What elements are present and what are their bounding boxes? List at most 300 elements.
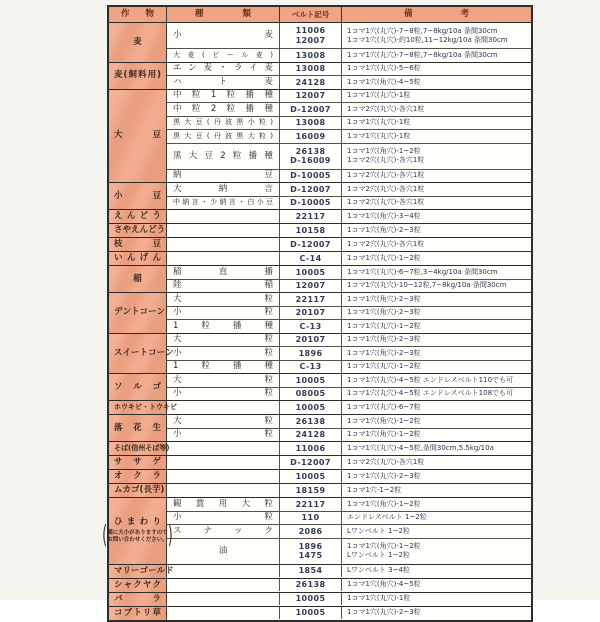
table-row [167,429,531,442]
remarks-cell [342,117,531,130]
type-cell [167,90,280,103]
remark-text: 1コマ1穴(角穴)-2~3粒 [347,308,421,317]
table-row [167,266,531,280]
belt-cell [280,442,342,455]
belt-reference-table [102,5,533,622]
note-lines [107,530,168,544]
belt-cell [280,320,342,333]
remarks-cell [342,498,531,511]
type-cell [167,144,280,169]
remarks-cell [342,593,531,606]
remarks-cell [342,456,531,469]
remark-text: 1コマ1穴(丸穴)-4~5粒,条間30cm,5.5kg/10a [347,443,494,452]
belt-cell [280,293,342,306]
crop-label: コ ブ ト リ 草 [114,607,161,618]
crop-label: バ ラ [114,593,161,604]
group-rows [167,238,531,251]
remarks-cell [342,224,531,237]
remark-text: Lワンベルト 3~4粒 [347,566,410,575]
crop-group [109,183,531,210]
type-cell [167,361,280,374]
table-row [167,252,531,265]
belt-cell [280,90,342,103]
note-line: お問い合わせください。 [107,536,168,543]
remark-text: 1コマ1穴(丸穴)-7~8粒,7~8kg/10a 条間30cm [347,50,498,59]
group-rows [167,266,531,292]
belt-code: 1475 [298,551,323,560]
remark-text: 1コマ1穴(角穴)-3~4粒 [347,211,421,220]
remark-text: 1コマ2穴(丸穴)-各穴1粒 [347,184,425,193]
table-row [167,539,531,564]
belt-cell [280,307,342,320]
belt-code: 110 [301,513,320,522]
crop-group [109,456,531,470]
belt-code: D-12007 [290,184,331,194]
remark-text: 1コマ1穴(丸穴)-1~2粒 [347,321,421,330]
crop-label: ひ ま わ り [114,517,161,528]
type-cell [167,429,280,442]
belt-code: 22117 [295,294,326,304]
crop-label: サ サ ゲ [114,457,161,467]
remark-text: 1コマ1穴(丸穴)-2~3粒 [347,608,421,617]
remark-text: 1コマ1穴(角穴)-4~5粒 [347,580,421,589]
type-label: 観 賞 用 大 粒 [173,498,273,509]
type-label: ハ ト 麦 [173,76,273,87]
crop-label: 麦 [133,36,142,47]
table-row [167,512,531,526]
crop-group [109,401,531,415]
crop-label: え ん ど う [114,211,161,221]
remarks-cell [342,210,531,223]
table-row [167,456,531,469]
belt-code: 26138 [295,146,326,156]
remark-text: 1コマ1穴(丸穴)-1~2粒 [347,362,421,371]
crop-label: そ ば ( 信 州 そ ば 等 ) [114,444,170,452]
belt-cell [280,266,342,279]
remarks-cell [342,320,531,333]
type-cell [167,252,280,265]
table-row [167,197,531,210]
type-cell [167,456,280,469]
type-label: ス ナ ッ ク [173,525,273,536]
crop-group [102,498,531,565]
type-label: 稲 直 播 [173,266,273,277]
group-rows [167,607,531,620]
crop-label: マ リ ー ゴ ー ル ド [114,565,174,576]
group-rows [167,470,531,483]
belt-cell [280,374,342,387]
belt-cell [280,498,342,511]
remark-text: 1コマ1穴(丸穴)-10~12粒,7~8kg/10a 条間30cm [347,281,507,290]
crop-group [109,442,531,456]
remark-text: 1コマ1穴(丸穴)-1粒 [347,131,411,140]
table-row [167,525,531,539]
remarks-cell [342,374,531,387]
crop-group [109,579,531,593]
belt-cell [280,197,342,210]
remark-text: 1コマ1穴(丸穴)-6~7粒 [347,402,421,411]
type-cell [167,49,280,62]
crop-group [109,484,531,498]
belt-code: C-13 [299,362,322,371]
group-rows [167,415,531,441]
remark-text: 1コマ2穴(丸穴)-各穴1粒 [347,104,425,113]
crop-group [109,252,531,266]
crop-cell [109,607,167,620]
remark-text: 1コマ1穴(丸穴)-4~5粒 エンドレスベルト108でも可 [347,389,514,398]
type-cell [167,388,280,401]
belt-code: 10005 [295,402,326,412]
type-label: 黒 大 豆 2 粒 播 種 [173,150,273,161]
type-cell [167,334,280,347]
group-rows [167,442,531,455]
table-row [167,498,531,512]
note-close-paren: ) [167,522,173,551]
type-label: 納 豆 [173,170,273,181]
type-cell [167,525,280,538]
belt-cell [280,210,342,223]
remarks-cell [342,484,531,497]
crop-cell [109,63,167,89]
belt-cell [280,63,342,76]
belt-cell [280,539,342,564]
type-cell [167,442,280,455]
belt-code: 12007 [295,35,326,45]
remark-text: Lワンベルト 1~2粒 [347,551,410,559]
crop-label: デ ン ト コ ー ン [114,307,166,318]
remark-text: 1コマ1穴(角穴)-2~3粒 [347,335,421,344]
belt-code: D-12007 [290,457,331,467]
type-cell [167,23,280,48]
crop-label: 小 豆 [114,190,161,201]
crop-cell [109,593,167,606]
remarks-cell [342,388,531,401]
remarks-cell [342,183,531,196]
type-cell [167,224,280,237]
remarks-cell [342,170,531,183]
crop-cell [109,374,167,400]
belt-cell [280,170,342,183]
type-cell [167,498,280,511]
remark-text: 1コマ1穴-1~2粒 [347,485,402,494]
table-row [167,415,531,429]
belt-cell [280,252,342,265]
belt-cell [280,593,342,606]
crop-cell [109,442,170,455]
crop-group [109,415,531,442]
type-cell [167,470,280,483]
type-cell [167,512,280,525]
type-label: 大 納 言 [173,183,273,194]
remarks-cell [342,415,531,428]
belt-code: 11006 [295,443,326,453]
remark-text: 1コマ1穴(丸穴)-1~2粒 [347,253,421,262]
remarks-cell [342,63,531,76]
type-label: エ ン 麦 ・ ラ イ 麦 [173,63,273,74]
remarks-cell [342,539,531,564]
type-cell [167,266,280,279]
remarks-cell [342,280,531,293]
type-cell [167,103,280,116]
type-label: 1 粒 播 種 [173,320,273,331]
header-belt [280,7,342,22]
table-row [167,593,531,606]
belt-code: 10005 [295,471,326,481]
belt-cell [280,484,342,497]
remarks-cell [342,607,531,620]
type-label: 大 粒 [173,374,273,385]
table-row [167,334,531,348]
table-row [167,307,531,321]
belt-cell [280,429,342,442]
type-label: 大 麦 ( ビ ー ル 麦 ) [173,50,273,59]
remark-text: 1コマ1穴(角穴)-1~2粒 [347,499,421,508]
table-row [167,224,531,237]
remark-text: 1コマ1穴(丸穴)-5~6粒 [347,64,421,73]
type-label: 黒 大 豆 ( 丹 波 黒 大 粒 ) [173,131,273,140]
group-rows [167,593,531,606]
type-label: 黒 大 豆 ( 丹 波 黒 小 粒 ) [173,118,273,127]
group-rows [167,374,531,400]
group-rows [167,63,531,89]
group-rows [167,183,531,209]
crop-cell [109,334,174,374]
type-label: 1 粒 播 種 [173,361,273,372]
type-cell [167,593,280,606]
crop-label: オ ク ラ [114,471,161,481]
type-cell [167,197,280,210]
group-rows [167,401,531,414]
crop-cell [109,238,167,251]
belt-cell [280,117,342,130]
remarks-cell [342,512,531,525]
crop-cell [109,565,174,578]
crop-cell [109,23,167,62]
crop-group [109,23,531,63]
belt-cell [280,565,342,578]
type-cell [167,539,280,564]
header-crop-label: 作 物 [121,9,154,19]
remarks-cell [342,334,531,347]
type-label: 陸 稲 [173,280,273,291]
group-rows [167,498,531,564]
group-rows [167,579,531,592]
type-cell [167,130,280,143]
belt-cell [280,347,342,360]
type-label: 大 粒 [173,334,273,345]
belt-code: 10158 [295,225,326,235]
belt-code: 24128 [295,430,326,439]
belt-cell [280,238,342,251]
crop-group [109,210,531,224]
table-row [167,144,531,170]
group-rows [167,456,531,469]
remarks-cell [342,293,531,306]
belt-code: 22117 [295,499,326,509]
table-row [167,170,531,183]
belt-cell [280,144,342,169]
table-row [167,23,531,49]
crop-cell [109,90,167,183]
remarks-cell [342,401,531,414]
type-cell [167,280,280,293]
crop-group [109,266,531,293]
type-label: 小 粒 [173,307,273,318]
group-rows [167,565,531,578]
type-cell [167,347,280,360]
belt-code: 1896 [298,348,323,358]
type-label: 小 粒 [173,429,273,440]
group-rows [167,484,531,497]
belt-code: D-16009 [290,156,331,165]
belt-cell [280,512,342,525]
crop-group [109,293,531,334]
crop-group [109,607,531,620]
remark-text: 1コマ2穴(丸穴)-各穴1粒 [347,457,425,466]
type-cell [167,579,280,592]
table-body [102,23,531,620]
belt-code: 08005 [295,389,326,398]
remarks-cell [342,525,531,538]
remark-text: 1コマ1穴(角穴)-1~2粒 [347,147,421,155]
remarks-cell [342,90,531,103]
belt-code: 24128 [295,77,326,87]
header-belt-label: ベルト記号 [291,10,330,19]
table-row [167,347,531,361]
group-rows [167,293,531,333]
type-cell [167,401,280,414]
crop-group [109,565,531,579]
table-row [167,76,531,89]
header-type-label: 種 類 [195,9,251,19]
crop-cell [109,252,167,265]
type-cell [167,415,280,428]
remark-text: 1コマ1穴(角穴)-4~5粒 [347,77,421,86]
header-remarks-label: 備 考 [404,9,469,19]
belt-cell [280,130,342,143]
belt-code: C-13 [299,321,322,331]
crop-cell [109,266,167,292]
table-row [167,293,531,307]
crop-group [109,334,531,375]
remarks-cell [342,144,531,169]
belt-code: 12007 [295,91,326,100]
remark-text: 1コマ1穴(丸穴)-4~5粒 エンドレスベルト110でも可 [347,375,514,384]
table-row [167,63,531,77]
belt-code: 12007 [295,281,326,290]
type-cell [167,183,280,196]
crop-label: ム カ ゴ ( 長 芋 ) [114,485,165,495]
crop-label: 枝 豆 [114,239,161,249]
belt-code: 13008 [295,64,326,73]
crop-label: 落 花 生 [114,422,161,433]
remark-text: エンドレスベルト 1~2粒 [347,513,427,522]
type-cell [167,565,280,578]
belt-cell [280,76,342,89]
remark-text: 1コマ1穴(角穴)-1~2粒 [347,430,421,439]
type-label: 小 粒 [173,512,273,523]
crop-cell [102,498,173,564]
type-label: 中 納 言 ・ 少 納 言 ・ 白 小 豆 [173,198,273,207]
table-row [167,374,531,388]
belt-code: 1854 [298,566,323,575]
remark-text: 1コマ1穴(丸穴)-7~8粒,7~8kg/10a 条間30cm [347,26,498,35]
type-cell [167,307,280,320]
remarks-cell [342,252,531,265]
belt-code: 16009 [295,131,326,141]
table-row [167,130,531,144]
table-header-row [109,7,531,23]
crop-label: さ や え ん ど う [114,225,166,235]
table-row [167,607,531,620]
type-cell [167,607,280,620]
table-row [167,320,531,333]
remark-text: 1コマ1穴(丸穴)-1粒 [347,91,411,100]
crop-group [109,238,531,252]
remarks-cell [342,23,531,48]
belt-code: 11006 [295,26,326,35]
type-label: 大 粒 [173,293,273,304]
crop-group [109,90,531,184]
remarks-cell [342,361,531,374]
crop-cell [109,579,167,592]
remark-text: 1コマ2穴(丸穴)-各穴1粒 [347,239,425,248]
belt-code: 13008 [295,118,326,127]
table-row [167,579,531,592]
remark-text: 1コマ1穴(角穴)-1~2粒 [347,416,421,425]
group-rows [167,90,531,183]
belt-code: D-10005 [290,171,331,180]
remark-text: 1コマ1穴(丸穴)-1粒 [347,118,411,127]
crop-label: ソ ル ゴ [114,381,161,392]
remarks-cell [342,429,531,442]
crop-group [109,63,531,90]
belt-code: C-14 [299,253,322,263]
belt-cell [280,49,342,62]
type-label: 大 粒 [173,415,273,426]
crop-label: 麦 ( 飼 料 用 ) [114,70,161,80]
remarks-cell [342,266,531,279]
type-cell [167,374,280,387]
type-label: 小 麦 [173,30,273,40]
belt-cell [280,103,342,116]
belt-code: D-12007 [290,104,331,114]
belt-code: 2086 [298,526,323,536]
table-row [167,210,531,223]
belt-cell [280,525,342,538]
crop-label: 大 豆 [114,130,161,141]
remarks-cell [342,49,531,62]
belt-cell [280,183,342,196]
belt-cell [280,280,342,293]
belt-code: 20107 [295,308,326,317]
type-cell [167,170,280,183]
crop-label: い ん げ ん [114,253,161,263]
crop-cell [109,210,167,223]
remarks-cell [342,197,531,210]
belt-code: 10005 [295,375,326,385]
table-row [167,388,531,401]
crop-cell [109,224,167,237]
type-cell [167,63,280,76]
belt-code: 10005 [295,608,326,617]
belt-code: D-10005 [290,198,331,207]
belt-cell [280,579,342,592]
table-row [167,117,531,131]
group-rows [167,252,531,265]
table-row [167,280,531,293]
remark-text: 1コマ1穴(丸穴)-6~7粒,3~4kg/10a 条間30cm [347,267,498,276]
